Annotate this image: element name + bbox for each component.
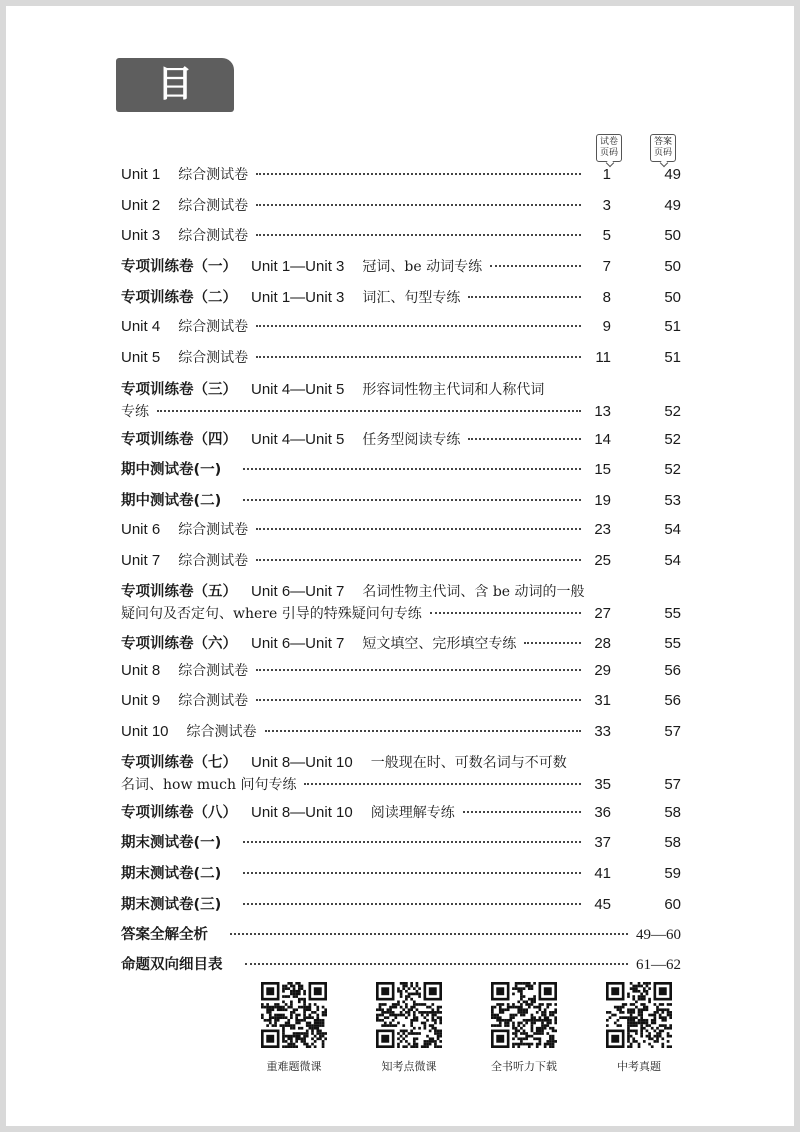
row-unit: Unit 4—Unit 5 bbox=[251, 381, 345, 398]
toc-row[interactable] bbox=[121, 425, 681, 455]
answer-page-header-text: 答案页码 bbox=[653, 137, 672, 158]
row-tag: 专项训练卷（二） bbox=[121, 290, 237, 306]
test-page-number: 41 bbox=[594, 865, 611, 882]
test-page-number: 31 bbox=[594, 692, 611, 709]
toc-title: 目 录 bbox=[116, 58, 234, 112]
test-page-number: 23 bbox=[594, 521, 611, 538]
toc-row[interactable] bbox=[121, 577, 681, 629]
leader-dots bbox=[256, 559, 581, 561]
toc-row[interactable] bbox=[121, 455, 681, 485]
row-title: 综合测试卷 bbox=[178, 319, 249, 335]
answer-page-number: 52 bbox=[664, 403, 681, 420]
row-title: 综合测试卷 bbox=[178, 350, 249, 366]
toc-row[interactable] bbox=[121, 192, 681, 222]
row-title: 综合测试卷 bbox=[178, 167, 249, 183]
test-page-number: 3 bbox=[602, 197, 611, 214]
test-page-number: 37 bbox=[594, 834, 611, 851]
row-tag: 专项训练卷（八） bbox=[121, 805, 237, 821]
leader-dots bbox=[243, 499, 581, 501]
test-page-number: 14 bbox=[594, 431, 611, 448]
toc-row[interactable] bbox=[121, 222, 681, 252]
answer-page-number: 50 bbox=[664, 289, 681, 306]
answer-page-number: 51 bbox=[664, 318, 681, 335]
row-unit: Unit 6 bbox=[121, 521, 161, 538]
row-title: 综合测试卷 bbox=[178, 198, 249, 214]
test-page-number: 1 bbox=[602, 166, 611, 183]
toc-row[interactable] bbox=[121, 313, 681, 343]
answer-page-number: 56 bbox=[664, 692, 681, 709]
answer-page-number: 58 bbox=[664, 804, 681, 821]
toc-row[interactable] bbox=[121, 828, 681, 858]
test-page-number: 25 bbox=[594, 552, 611, 569]
test-page-number: 8 bbox=[602, 289, 611, 306]
row-title: 综合测试卷 bbox=[178, 553, 249, 569]
leader-dots bbox=[245, 963, 629, 965]
answer-page-number: 53 bbox=[664, 492, 681, 509]
qr-block bbox=[359, 982, 459, 1074]
qr-block bbox=[589, 982, 689, 1074]
test-page-number: 7 bbox=[602, 258, 611, 275]
row-unit: Unit 3 bbox=[121, 227, 161, 244]
row-tag: 专项训练卷（一） bbox=[121, 259, 237, 275]
qr-code-icon[interactable] bbox=[606, 982, 672, 1048]
leader-dots bbox=[468, 438, 581, 440]
leader-dots bbox=[265, 730, 581, 732]
row-title: 任务型阅读专练 bbox=[362, 432, 461, 448]
row-unit: Unit 6—Unit 7 bbox=[251, 635, 345, 652]
answer-page-number: 59 bbox=[664, 865, 681, 882]
leader-dots bbox=[243, 903, 581, 905]
row-unit: Unit 5 bbox=[121, 349, 161, 366]
test-page-number: 9 bbox=[602, 318, 611, 335]
row-title: 一般现在时、可数名词与不可数 bbox=[370, 755, 567, 771]
row-title: 词汇、句型专练 bbox=[362, 290, 461, 306]
answer-page-number: 55 bbox=[664, 635, 681, 652]
row-unit: Unit 9 bbox=[121, 692, 161, 709]
toc-extra-row[interactable] bbox=[121, 950, 681, 980]
row-tag: 期末测试卷(二) bbox=[121, 866, 222, 882]
row-unit: Unit 10 bbox=[121, 723, 169, 740]
leader-dots bbox=[463, 811, 581, 813]
qr-code-icon[interactable] bbox=[376, 982, 442, 1048]
leader-dots bbox=[430, 612, 581, 614]
test-page-number: 28 bbox=[594, 635, 611, 652]
row-title: 综合测试卷 bbox=[178, 693, 249, 709]
leader-dots bbox=[256, 699, 581, 701]
qr-block bbox=[474, 982, 574, 1074]
toc-row[interactable] bbox=[121, 252, 681, 282]
answer-page-number: 52 bbox=[664, 461, 681, 478]
test-page-number: 11 bbox=[595, 349, 611, 366]
leader-dots bbox=[256, 234, 581, 236]
row-title-cont: 专练 bbox=[121, 404, 149, 420]
leader-dots bbox=[256, 356, 581, 358]
test-page-header-text: 试卷页码 bbox=[599, 137, 618, 158]
toc-row[interactable] bbox=[121, 516, 681, 546]
row-title: 综合测试卷 bbox=[178, 663, 249, 679]
test-page-number: 13 bbox=[594, 403, 611, 420]
answer-page-number: 60 bbox=[664, 896, 681, 913]
test-page-number: 5 bbox=[602, 227, 611, 244]
leader-dots bbox=[243, 468, 581, 470]
toc-row[interactable] bbox=[121, 161, 681, 191]
extra-label: 命题双向细目表 bbox=[121, 957, 223, 973]
row-title-cont: 名词、how much 问句专练 bbox=[121, 777, 297, 793]
qr-code-icon[interactable] bbox=[491, 982, 557, 1048]
answer-page-number: 51 bbox=[664, 349, 681, 366]
leader-dots bbox=[490, 265, 581, 267]
leader-dots bbox=[256, 173, 581, 175]
toc-row[interactable] bbox=[121, 375, 681, 427]
leader-dots bbox=[230, 933, 628, 935]
test-page-number: 19 bbox=[594, 492, 611, 509]
row-unit: Unit 8—Unit 10 bbox=[251, 804, 353, 821]
row-title: 冠词、be 动词专练 bbox=[362, 259, 483, 275]
leader-dots bbox=[157, 410, 581, 412]
test-page-number: 15 bbox=[594, 461, 611, 478]
qr-label: 中考真题 bbox=[617, 1060, 661, 1073]
extra-label: 答案全解全析 bbox=[121, 927, 208, 943]
extra-page-range: 61—62 bbox=[636, 957, 681, 973]
qr-label: 重难题微课 bbox=[266, 1060, 322, 1073]
row-title: 短文填空、完形填空专练 bbox=[362, 636, 517, 652]
answer-page-number: 55 bbox=[664, 605, 681, 622]
answer-page-number: 57 bbox=[664, 776, 681, 793]
qr-block bbox=[244, 982, 344, 1074]
row-title: 综合测试卷 bbox=[186, 724, 257, 740]
test-page-number: 33 bbox=[594, 723, 611, 740]
answer-page-number: 54 bbox=[664, 521, 681, 538]
toc-row[interactable] bbox=[121, 718, 681, 748]
leader-dots bbox=[256, 204, 581, 206]
qr-label: 知考点微课 bbox=[381, 1060, 437, 1073]
answer-page-header bbox=[650, 134, 676, 162]
leader-dots bbox=[468, 296, 581, 298]
row-unit: Unit 4—Unit 5 bbox=[251, 431, 345, 448]
toc-row[interactable] bbox=[121, 547, 681, 577]
row-unit: Unit 4 bbox=[121, 318, 161, 335]
test-page-number: 27 bbox=[594, 605, 611, 622]
answer-page-number: 50 bbox=[664, 227, 681, 244]
qr-label: 全书听力下载 bbox=[491, 1060, 557, 1073]
answer-page-number: 57 bbox=[664, 723, 681, 740]
row-unit: Unit 7 bbox=[121, 552, 161, 569]
row-title: 综合测试卷 bbox=[178, 522, 249, 538]
row-tag: 专项训练卷（七） bbox=[121, 755, 237, 771]
row-tag: 专项训练卷（五） bbox=[121, 584, 237, 600]
toc-row[interactable] bbox=[121, 657, 681, 687]
toc-row[interactable] bbox=[121, 344, 681, 374]
row-tag: 专项训练卷（三） bbox=[121, 382, 237, 398]
leader-dots bbox=[243, 841, 581, 843]
toc-row[interactable] bbox=[121, 687, 681, 717]
row-unit: Unit 8 bbox=[121, 662, 161, 679]
row-tag: 期中测试卷(二) bbox=[121, 493, 222, 509]
leader-dots bbox=[256, 669, 581, 671]
answer-page-number: 50 bbox=[664, 258, 681, 275]
test-page-number: 45 bbox=[594, 896, 611, 913]
row-unit: Unit 6—Unit 7 bbox=[251, 583, 345, 600]
row-tag: 期末测试卷(三) bbox=[121, 897, 222, 913]
row-unit: Unit 1—Unit 3 bbox=[251, 289, 345, 306]
test-page-number: 35 bbox=[594, 776, 611, 793]
answer-page-number: 49 bbox=[664, 166, 681, 183]
test-page-header bbox=[596, 134, 622, 162]
leader-dots bbox=[256, 325, 581, 327]
row-unit: Unit 8—Unit 10 bbox=[251, 754, 353, 771]
answer-page-number: 49 bbox=[664, 197, 681, 214]
leader-dots bbox=[256, 528, 581, 530]
row-tag: 期中测试卷(一) bbox=[121, 462, 222, 478]
toc-row[interactable] bbox=[121, 629, 681, 659]
test-page-number: 29 bbox=[594, 662, 611, 679]
toc-extra-row[interactable] bbox=[121, 920, 681, 950]
row-title: 综合测试卷 bbox=[178, 228, 249, 244]
toc-row[interactable] bbox=[121, 890, 681, 920]
row-title: 阅读理解专练 bbox=[370, 805, 455, 821]
leader-dots bbox=[304, 783, 581, 785]
row-unit: Unit 2 bbox=[121, 197, 161, 214]
answer-page-number: 54 bbox=[664, 552, 681, 569]
answer-page-number: 52 bbox=[664, 431, 681, 448]
row-tag: 专项训练卷（四） bbox=[121, 432, 237, 448]
toc-row[interactable] bbox=[121, 859, 681, 889]
answer-page-number: 58 bbox=[664, 834, 681, 851]
leader-dots bbox=[243, 872, 581, 874]
toc-row[interactable] bbox=[121, 748, 681, 800]
page bbox=[6, 6, 794, 1126]
qr-code-icon[interactable] bbox=[261, 982, 327, 1048]
leader-dots bbox=[524, 642, 581, 644]
toc-row[interactable] bbox=[121, 798, 681, 828]
row-tag: 期末测试卷(一) bbox=[121, 835, 222, 851]
row-title: 形容词性物主代词和人称代词 bbox=[362, 382, 545, 398]
extra-page-range: 49—60 bbox=[636, 927, 681, 943]
test-page-number: 36 bbox=[594, 804, 611, 821]
row-title: 名词性物主代词、含 be 动词的一般 bbox=[362, 584, 585, 600]
answer-page-number: 56 bbox=[664, 662, 681, 679]
row-tag: 专项训练卷（六） bbox=[121, 636, 237, 652]
toc-row[interactable] bbox=[121, 486, 681, 516]
row-title-cont: 疑问句及否定句、where 引导的特殊疑问句专练 bbox=[121, 606, 422, 622]
toc-row[interactable] bbox=[121, 283, 681, 313]
row-unit: Unit 1—Unit 3 bbox=[251, 258, 345, 275]
row-unit: Unit 1 bbox=[121, 166, 161, 183]
